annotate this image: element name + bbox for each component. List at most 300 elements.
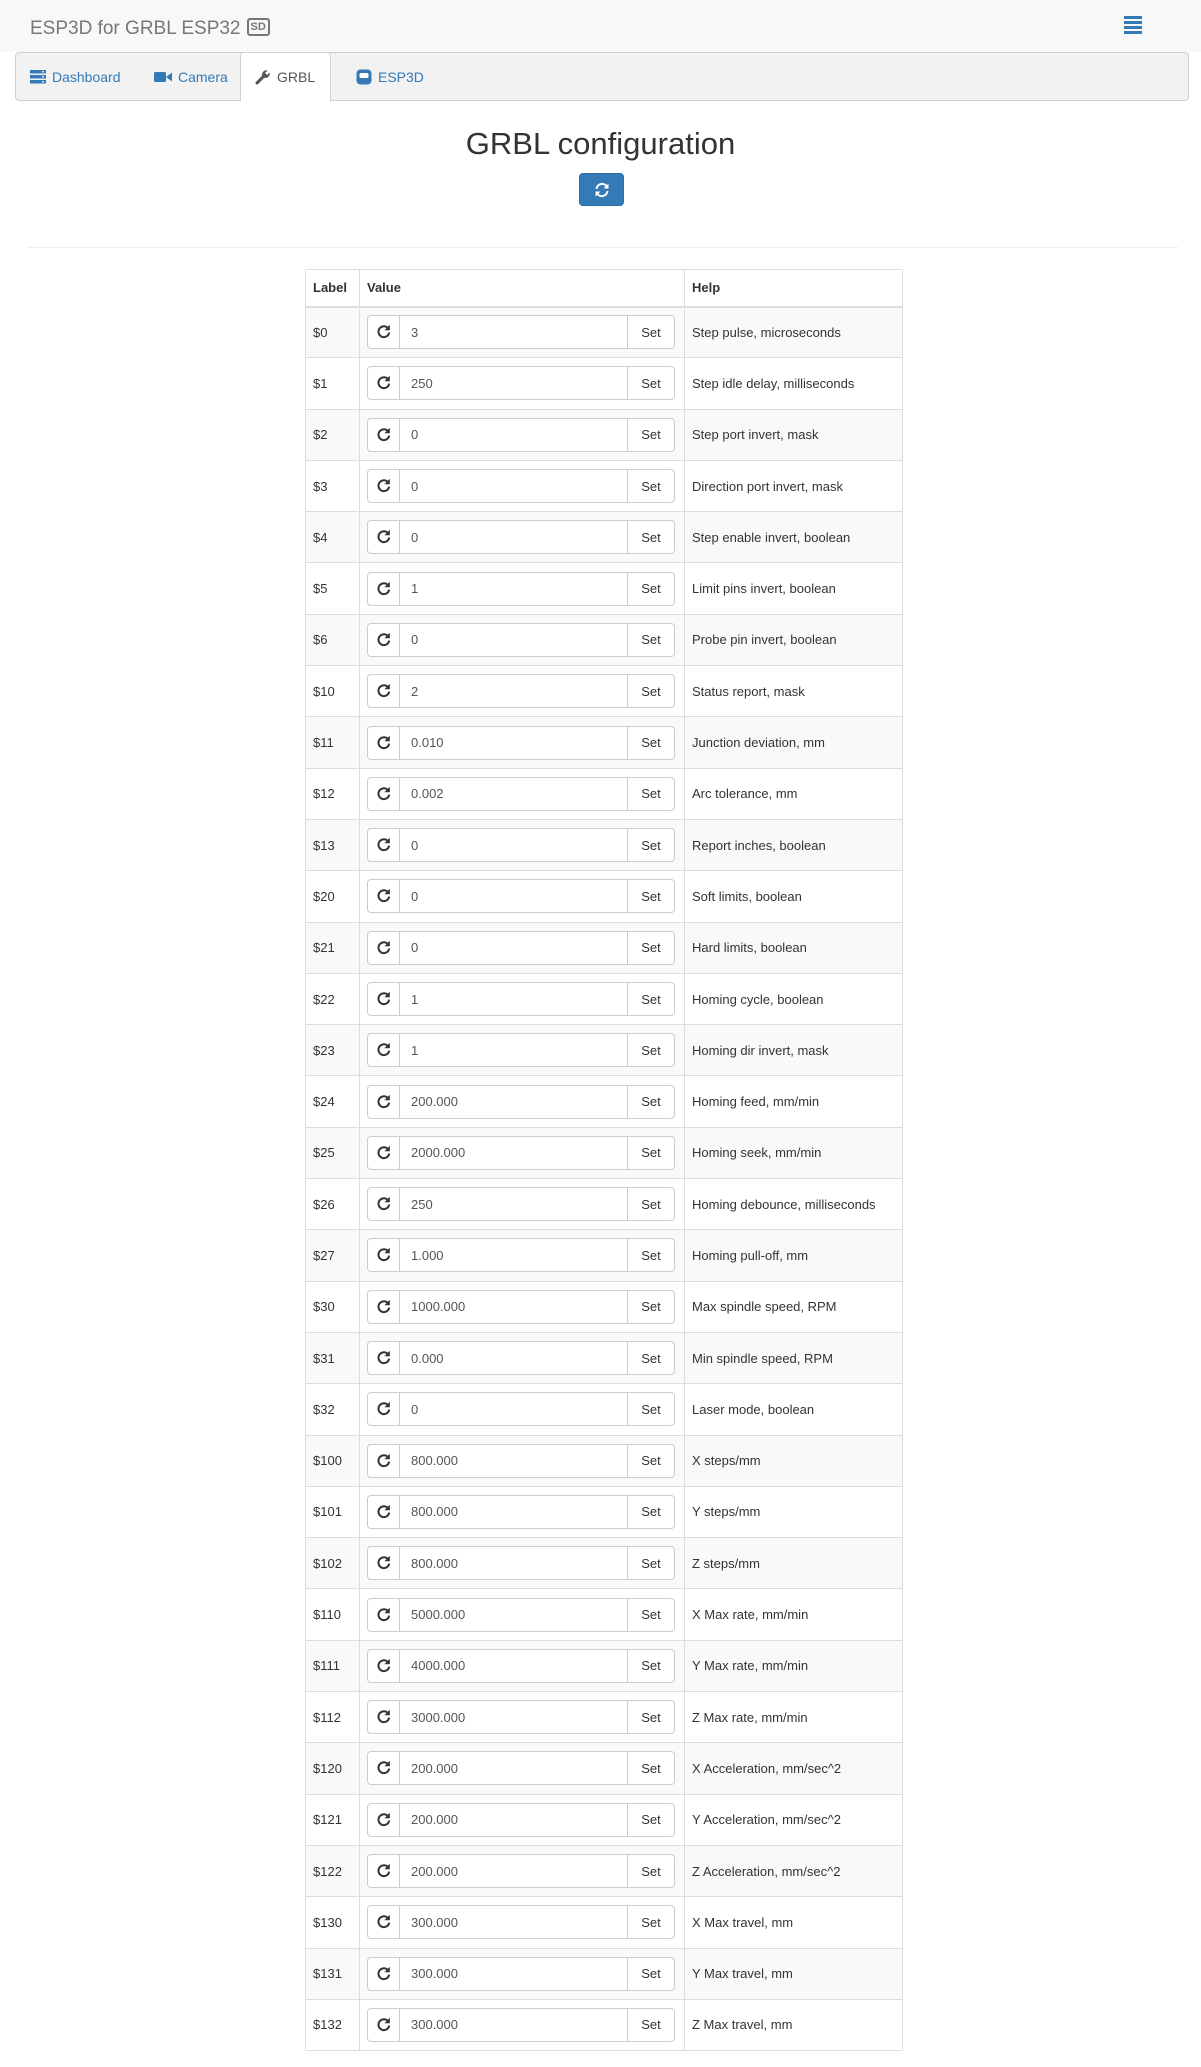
reload-icon bbox=[376, 1607, 392, 1623]
divider bbox=[28, 247, 1178, 248]
reload-value-button[interactable] bbox=[367, 1238, 400, 1272]
reload-value-button[interactable] bbox=[367, 777, 400, 811]
set-button[interactable]: Set bbox=[628, 469, 675, 503]
setting-value-input[interactable] bbox=[400, 1238, 628, 1272]
reload-icon bbox=[376, 1555, 392, 1571]
reload-value-button[interactable] bbox=[367, 572, 400, 606]
table-row bbox=[306, 666, 903, 717]
reload-value-button[interactable] bbox=[367, 1187, 400, 1221]
setting-value-input[interactable] bbox=[400, 520, 628, 554]
reload-value-button[interactable] bbox=[367, 1854, 400, 1888]
setting-value-input[interactable] bbox=[400, 777, 628, 811]
setting-label: $5 bbox=[306, 563, 360, 614]
tab-esp3d[interactable] bbox=[342, 54, 438, 100]
setting-label: $32 bbox=[306, 1384, 360, 1435]
setting-label: $102 bbox=[306, 1538, 360, 1589]
reload-value-button[interactable] bbox=[367, 1803, 400, 1837]
reload-value-button[interactable] bbox=[367, 1598, 400, 1632]
table-row bbox=[306, 1948, 903, 1999]
setting-value-input[interactable] bbox=[400, 1495, 628, 1529]
reload-icon bbox=[376, 1453, 392, 1469]
set-button[interactable]: Set bbox=[628, 366, 675, 400]
setting-value-cell bbox=[360, 1692, 685, 1743]
table-row bbox=[306, 307, 903, 358]
reload-icon bbox=[376, 529, 392, 545]
setting-help: Laser mode, boolean bbox=[685, 1384, 903, 1435]
set-button[interactable]: Set bbox=[628, 828, 675, 862]
reload-icon bbox=[376, 427, 392, 443]
setting-value-input[interactable] bbox=[400, 623, 628, 657]
setting-help: Homing feed, mm/min bbox=[685, 1076, 903, 1127]
set-button[interactable]: Set bbox=[628, 572, 675, 606]
esp3d-icon bbox=[356, 69, 372, 85]
setting-value-cell bbox=[360, 1435, 685, 1486]
set-button[interactable]: Set bbox=[628, 1136, 675, 1170]
table-row bbox=[306, 871, 903, 922]
setting-value-input[interactable] bbox=[400, 931, 628, 965]
setting-value-input[interactable] bbox=[400, 469, 628, 503]
table-row bbox=[306, 717, 903, 768]
setting-value-cell bbox=[360, 1897, 685, 1948]
setting-label: $2 bbox=[306, 409, 360, 460]
setting-value-input[interactable] bbox=[400, 982, 628, 1016]
value-input-group bbox=[367, 931, 677, 965]
table-row bbox=[306, 1127, 903, 1178]
tab-label: Dashboard bbox=[52, 69, 121, 85]
setting-help: Hard limits, boolean bbox=[685, 922, 903, 973]
reload-value-button[interactable] bbox=[367, 674, 400, 708]
reload-icon bbox=[376, 375, 392, 391]
reload-icon bbox=[376, 581, 392, 597]
tab-camera[interactable] bbox=[140, 54, 242, 100]
table-row bbox=[306, 1179, 903, 1230]
reload-value-button[interactable] bbox=[367, 1495, 400, 1529]
set-button[interactable]: Set bbox=[628, 1392, 675, 1426]
value-input-group bbox=[367, 1290, 677, 1324]
value-input-group bbox=[367, 1905, 677, 1939]
refresh-all-button[interactable] bbox=[579, 173, 624, 206]
value-input-group bbox=[367, 982, 677, 1016]
setting-value-input[interactable] bbox=[400, 1085, 628, 1119]
setting-value-input[interactable] bbox=[400, 1546, 628, 1580]
setting-value-cell bbox=[360, 1281, 685, 1332]
table-row bbox=[306, 1794, 903, 1845]
set-button[interactable]: Set bbox=[628, 879, 675, 913]
setting-value-cell bbox=[360, 666, 685, 717]
table-row bbox=[306, 1743, 903, 1794]
setting-value-input[interactable] bbox=[400, 674, 628, 708]
setting-value-cell bbox=[360, 1127, 685, 1178]
reload-icon bbox=[376, 1350, 392, 1366]
setting-help: Homing dir invert, mask bbox=[685, 1025, 903, 1076]
setting-value-cell bbox=[360, 1999, 685, 2050]
setting-value-cell bbox=[360, 1538, 685, 1589]
setting-help: Y Max travel, mm bbox=[685, 1948, 903, 1999]
setting-value-input[interactable] bbox=[400, 315, 628, 349]
setting-label: $11 bbox=[306, 717, 360, 768]
reload-value-button[interactable] bbox=[367, 931, 400, 965]
setting-label: $100 bbox=[306, 1435, 360, 1486]
reload-icon bbox=[376, 683, 392, 699]
setting-value-cell bbox=[360, 1025, 685, 1076]
reload-value-button[interactable] bbox=[367, 520, 400, 554]
value-input-group bbox=[367, 1136, 677, 1170]
reload-value-button[interactable] bbox=[367, 1905, 400, 1939]
setting-help: Step enable invert, boolean bbox=[685, 512, 903, 563]
reload-icon bbox=[376, 1196, 392, 1212]
setting-value-cell bbox=[360, 1179, 685, 1230]
setting-help: Z steps/mm bbox=[685, 1538, 903, 1589]
header-help: Help bbox=[685, 270, 903, 307]
setting-label: $1 bbox=[306, 358, 360, 409]
value-input-group bbox=[367, 1033, 677, 1067]
setting-value-input[interactable] bbox=[400, 366, 628, 400]
reload-icon bbox=[376, 324, 392, 340]
setting-label: $132 bbox=[306, 1999, 360, 2050]
set-button[interactable]: Set bbox=[628, 1187, 675, 1221]
reload-icon bbox=[376, 1401, 392, 1417]
menu-icon[interactable] bbox=[1124, 16, 1142, 34]
value-input-group bbox=[367, 315, 677, 349]
setting-label: $13 bbox=[306, 819, 360, 870]
reload-value-button[interactable] bbox=[367, 879, 400, 913]
value-input-group bbox=[367, 2008, 677, 2042]
table-row bbox=[306, 1845, 903, 1896]
setting-label: $101 bbox=[306, 1486, 360, 1537]
setting-help: Z Acceleration, mm/sec^2 bbox=[685, 1845, 903, 1896]
refresh-icon bbox=[593, 181, 611, 199]
value-input-group bbox=[367, 1341, 677, 1375]
setting-value-input[interactable] bbox=[400, 1751, 628, 1785]
grbl-settings-table bbox=[305, 269, 903, 2051]
set-button[interactable]: Set bbox=[628, 1238, 675, 1272]
set-button[interactable]: Set bbox=[628, 2008, 675, 2042]
setting-label: $30 bbox=[306, 1281, 360, 1332]
setting-value-input[interactable] bbox=[400, 726, 628, 760]
set-button[interactable]: Set bbox=[628, 1957, 675, 1991]
tab-grbl[interactable] bbox=[240, 52, 331, 102]
reload-icon bbox=[376, 632, 392, 648]
setting-value-input[interactable] bbox=[400, 828, 628, 862]
setting-value-cell bbox=[360, 1743, 685, 1794]
setting-help: Probe pin invert, boolean bbox=[685, 614, 903, 665]
setting-value-input[interactable] bbox=[400, 1700, 628, 1734]
set-button[interactable]: Set bbox=[628, 1905, 675, 1939]
value-input-group bbox=[367, 1444, 677, 1478]
table-row bbox=[306, 1076, 903, 1127]
reload-icon bbox=[376, 1709, 392, 1725]
value-input-group bbox=[367, 1495, 677, 1529]
setting-value-input[interactable] bbox=[400, 1957, 628, 1991]
set-button[interactable]: Set bbox=[628, 1854, 675, 1888]
table-row bbox=[306, 409, 903, 460]
setting-help: Min spindle speed, RPM bbox=[685, 1332, 903, 1383]
reload-icon bbox=[376, 837, 392, 853]
reload-icon bbox=[376, 1094, 392, 1110]
table-row bbox=[306, 768, 903, 819]
setting-help: Junction deviation, mm bbox=[685, 717, 903, 768]
setting-value-input[interactable] bbox=[400, 1803, 628, 1837]
setting-label: $112 bbox=[306, 1692, 360, 1743]
app-title: ESP3D for GRBL ESP32 bbox=[30, 18, 241, 39]
reload-icon bbox=[376, 991, 392, 1007]
set-button[interactable]: Set bbox=[628, 931, 675, 965]
set-button[interactable]: Set bbox=[628, 1803, 675, 1837]
setting-label: $121 bbox=[306, 1794, 360, 1845]
header-label: Label bbox=[306, 270, 360, 307]
setting-value-cell bbox=[360, 768, 685, 819]
setting-label: $130 bbox=[306, 1897, 360, 1948]
table-row bbox=[306, 1538, 903, 1589]
reload-value-button[interactable] bbox=[367, 1341, 400, 1375]
table-row bbox=[306, 922, 903, 973]
reload-value-button[interactable] bbox=[367, 418, 400, 452]
table-row bbox=[306, 1025, 903, 1076]
value-input-group bbox=[367, 366, 677, 400]
setting-value-cell bbox=[360, 922, 685, 973]
table-row bbox=[306, 973, 903, 1024]
value-input-group bbox=[367, 1238, 677, 1272]
setting-value-input[interactable] bbox=[400, 418, 628, 452]
value-input-group bbox=[367, 828, 677, 862]
value-input-group bbox=[367, 520, 677, 554]
reload-icon bbox=[376, 1914, 392, 1930]
setting-value-input[interactable] bbox=[400, 1187, 628, 1221]
set-button[interactable]: Set bbox=[628, 418, 675, 452]
setting-value-cell bbox=[360, 1076, 685, 1127]
tab-dashboard[interactable] bbox=[16, 54, 135, 100]
setting-value-input[interactable] bbox=[400, 2008, 628, 2042]
setting-value-input[interactable] bbox=[400, 1392, 628, 1426]
reload-value-button[interactable] bbox=[367, 623, 400, 657]
value-input-group bbox=[367, 623, 677, 657]
reload-icon bbox=[376, 735, 392, 751]
reload-icon bbox=[376, 2017, 392, 2033]
setting-help: Step idle delay, milliseconds bbox=[685, 358, 903, 409]
set-button[interactable]: Set bbox=[628, 520, 675, 554]
setting-help: Limit pins invert, boolean bbox=[685, 563, 903, 614]
tab-label: Camera bbox=[178, 69, 228, 85]
camera-icon bbox=[154, 71, 172, 83]
value-input-group bbox=[367, 777, 677, 811]
reload-value-button[interactable] bbox=[367, 1136, 400, 1170]
reload-value-button[interactable] bbox=[367, 2008, 400, 2042]
setting-label: $23 bbox=[306, 1025, 360, 1076]
table-row bbox=[306, 1589, 903, 1640]
reload-value-button[interactable] bbox=[367, 1546, 400, 1580]
setting-value-cell bbox=[360, 1589, 685, 1640]
setting-value-cell bbox=[360, 1845, 685, 1896]
table-row bbox=[306, 563, 903, 614]
setting-help: Homing debounce, milliseconds bbox=[685, 1179, 903, 1230]
setting-help: Step pulse, microseconds bbox=[685, 307, 903, 358]
brand[interactable] bbox=[30, 18, 270, 40]
table-row bbox=[306, 1640, 903, 1691]
reload-icon bbox=[376, 1863, 392, 1879]
setting-value-input[interactable] bbox=[400, 1854, 628, 1888]
setting-label: $20 bbox=[306, 871, 360, 922]
setting-help: Report inches, boolean bbox=[685, 819, 903, 870]
setting-help: Arc tolerance, mm bbox=[685, 768, 903, 819]
table-row bbox=[306, 1332, 903, 1383]
setting-value-input[interactable] bbox=[400, 572, 628, 606]
reload-value-button[interactable] bbox=[367, 1649, 400, 1683]
setting-value-cell bbox=[360, 563, 685, 614]
reload-value-button[interactable] bbox=[367, 982, 400, 1016]
setting-value-cell bbox=[360, 307, 685, 358]
setting-value-input[interactable] bbox=[400, 1905, 628, 1939]
setting-help: X steps/mm bbox=[685, 1435, 903, 1486]
reload-value-button[interactable] bbox=[367, 469, 400, 503]
setting-label: $3 bbox=[306, 460, 360, 511]
table-row bbox=[306, 1384, 903, 1435]
reload-value-button[interactable] bbox=[367, 828, 400, 862]
setting-value-cell bbox=[360, 614, 685, 665]
set-button[interactable]: Set bbox=[628, 674, 675, 708]
table-row bbox=[306, 460, 903, 511]
setting-help: Soft limits, boolean bbox=[685, 871, 903, 922]
setting-label: $12 bbox=[306, 768, 360, 819]
table-row bbox=[306, 1897, 903, 1948]
table-row bbox=[306, 819, 903, 870]
value-input-group bbox=[367, 674, 677, 708]
table-row bbox=[306, 1486, 903, 1537]
set-button[interactable]: Set bbox=[628, 1033, 675, 1067]
setting-value-input[interactable] bbox=[400, 1136, 628, 1170]
value-input-group bbox=[367, 1085, 677, 1119]
set-button[interactable]: Set bbox=[628, 1444, 675, 1478]
value-input-group bbox=[367, 572, 677, 606]
setting-value-cell bbox=[360, 717, 685, 768]
reload-value-button[interactable] bbox=[367, 1444, 400, 1478]
navbar bbox=[0, 0, 1201, 52]
setting-value-cell bbox=[360, 1794, 685, 1845]
value-input-group bbox=[367, 1700, 677, 1734]
setting-label: $31 bbox=[306, 1332, 360, 1383]
setting-value-cell bbox=[360, 512, 685, 563]
setting-value-input[interactable] bbox=[400, 1444, 628, 1478]
value-input-group bbox=[367, 418, 677, 452]
header-value: Value bbox=[360, 270, 685, 307]
setting-label: $21 bbox=[306, 922, 360, 973]
value-input-group bbox=[367, 1751, 677, 1785]
reload-value-button[interactable] bbox=[367, 1290, 400, 1324]
reload-value-button[interactable] bbox=[367, 1033, 400, 1067]
setting-help: Y Acceleration, mm/sec^2 bbox=[685, 1794, 903, 1845]
dashboard-icon bbox=[30, 70, 46, 84]
setting-help: Step port invert, mask bbox=[685, 409, 903, 460]
setting-value-cell bbox=[360, 973, 685, 1024]
reload-icon bbox=[376, 1299, 392, 1315]
setting-label: $10 bbox=[306, 666, 360, 717]
set-button[interactable]: Set bbox=[628, 726, 675, 760]
reload-value-button[interactable] bbox=[367, 726, 400, 760]
reload-icon bbox=[376, 1966, 392, 1982]
value-input-group bbox=[367, 1854, 677, 1888]
value-input-group bbox=[367, 1187, 677, 1221]
value-input-group bbox=[367, 879, 677, 913]
reload-icon bbox=[376, 1812, 392, 1828]
setting-value-cell bbox=[360, 1384, 685, 1435]
setting-label: $111 bbox=[306, 1640, 360, 1691]
value-input-group bbox=[367, 1649, 677, 1683]
set-button[interactable]: Set bbox=[628, 1085, 675, 1119]
setting-label: $25 bbox=[306, 1127, 360, 1178]
sd-card-icon: SD bbox=[247, 18, 270, 36]
setting-label: $27 bbox=[306, 1230, 360, 1281]
set-button[interactable]: Set bbox=[628, 1751, 675, 1785]
set-button[interactable]: Set bbox=[628, 1341, 675, 1375]
reload-value-button[interactable] bbox=[367, 1751, 400, 1785]
reload-value-button[interactable] bbox=[367, 1700, 400, 1734]
table-row bbox=[306, 1435, 903, 1486]
setting-label: $26 bbox=[306, 1179, 360, 1230]
set-button[interactable]: Set bbox=[628, 315, 675, 349]
setting-value-input[interactable] bbox=[400, 879, 628, 913]
reload-icon bbox=[376, 1042, 392, 1058]
reload-value-button[interactable] bbox=[367, 1957, 400, 1991]
set-button[interactable]: Set bbox=[628, 1598, 675, 1632]
set-button[interactable]: Set bbox=[628, 1546, 675, 1580]
setting-help: Z Max travel, mm bbox=[685, 1999, 903, 2050]
tab-label: GRBL bbox=[277, 69, 316, 85]
set-button[interactable]: Set bbox=[628, 623, 675, 657]
setting-help: X Max rate, mm/min bbox=[685, 1589, 903, 1640]
setting-value-input[interactable] bbox=[400, 1341, 628, 1375]
value-input-group bbox=[367, 1598, 677, 1632]
value-input-group bbox=[367, 1546, 677, 1580]
setting-value-cell bbox=[360, 1948, 685, 1999]
set-button[interactable]: Set bbox=[628, 1290, 675, 1324]
setting-label: $6 bbox=[306, 614, 360, 665]
value-input-group bbox=[367, 1957, 677, 1991]
setting-label: $131 bbox=[306, 1948, 360, 1999]
table-row bbox=[306, 1230, 903, 1281]
reload-value-button[interactable] bbox=[367, 1392, 400, 1426]
set-button[interactable]: Set bbox=[628, 982, 675, 1016]
setting-value-input[interactable] bbox=[400, 1290, 628, 1324]
reload-icon bbox=[376, 786, 392, 802]
table-row bbox=[306, 614, 903, 665]
setting-label: $122 bbox=[306, 1845, 360, 1896]
tab-label: ESP3D bbox=[378, 69, 424, 85]
setting-help: X Max travel, mm bbox=[685, 1897, 903, 1948]
page-title: GRBL configuration bbox=[465, 126, 736, 161]
setting-value-input[interactable] bbox=[400, 1598, 628, 1632]
reload-value-button[interactable] bbox=[367, 366, 400, 400]
setting-value-input[interactable] bbox=[400, 1649, 628, 1683]
reload-icon bbox=[376, 1504, 392, 1520]
set-button[interactable]: Set bbox=[628, 1649, 675, 1683]
reload-icon bbox=[376, 1145, 392, 1161]
setting-value-cell bbox=[360, 409, 685, 460]
reload-icon bbox=[376, 1658, 392, 1674]
setting-help: X Acceleration, mm/sec^2 bbox=[685, 1743, 903, 1794]
setting-value-cell bbox=[360, 871, 685, 922]
setting-value-input[interactable] bbox=[400, 1033, 628, 1067]
set-button[interactable]: Set bbox=[628, 1700, 675, 1734]
setting-label: $0 bbox=[306, 307, 360, 358]
table-row bbox=[306, 1281, 903, 1332]
setting-value-cell bbox=[360, 460, 685, 511]
setting-help: Status report, mask bbox=[685, 666, 903, 717]
set-button[interactable]: Set bbox=[628, 1495, 675, 1529]
reload-value-button[interactable] bbox=[367, 1085, 400, 1119]
set-button[interactable]: Set bbox=[628, 777, 675, 811]
setting-value-cell bbox=[360, 1332, 685, 1383]
setting-help: Direction port invert, mask bbox=[685, 460, 903, 511]
reload-value-button[interactable] bbox=[367, 315, 400, 349]
